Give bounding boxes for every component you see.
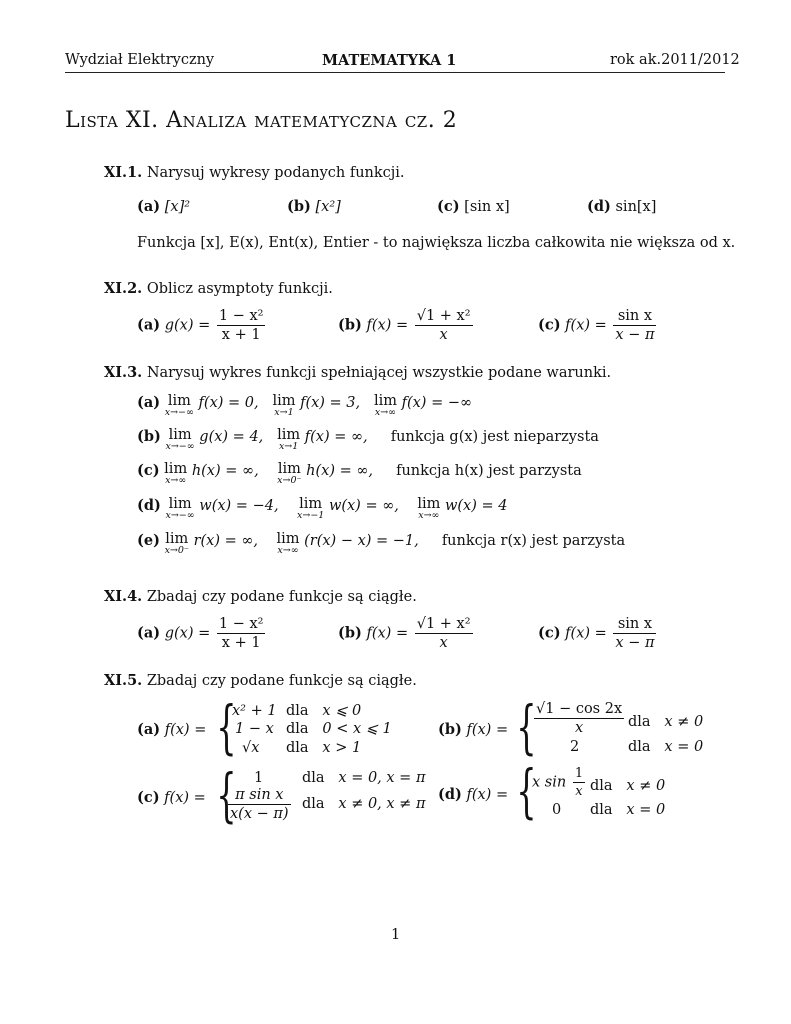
xi3-row-c (137, 462, 582, 486)
section-xi1 (104, 164, 405, 181)
case-dla: dla (286, 721, 309, 737)
fraction-den: x (439, 635, 448, 651)
fraction-num: sin x (613, 616, 656, 634)
case-cond: x ≠ 0, x ≠ π (338, 796, 426, 812)
xi5-item-a-label (137, 721, 206, 738)
case-dla: dla (302, 796, 325, 812)
item-lhs: f(x) = (164, 790, 206, 806)
xi5-c-dla-2 (302, 796, 425, 812)
lim-sub: x→−1 (297, 510, 325, 521)
item-label: (c) (137, 789, 160, 806)
limit (276, 532, 299, 556)
lim-expr: h(x) = ∞, (306, 463, 374, 479)
item-label: (a) (137, 624, 161, 642)
lim-sub: x→∞ (165, 475, 187, 486)
limit (297, 497, 324, 521)
xi5-b-case-1 (532, 701, 626, 736)
fraction (573, 766, 585, 799)
fraction (228, 787, 291, 822)
xi5-item-c-label (137, 789, 206, 806)
xi5-item-d-label (438, 786, 508, 803)
item-expr: [sin x] (464, 199, 510, 215)
xi1-note: Funkcja [x], E(x), Ent(x), Entier - to największa liczba całkowita nie większa od x. (137, 235, 736, 251)
item-label: (b) (287, 198, 311, 215)
lim-word: lim (165, 531, 189, 547)
case-cond: x > 1 (322, 740, 362, 756)
lim-expr: r(x) = ∞, (193, 533, 259, 549)
limit (165, 428, 194, 452)
lim-sub: x→−∞ (165, 441, 195, 452)
lim-word: lim (277, 461, 301, 477)
xi5-b-dla-1 (628, 714, 703, 730)
section-xi2 (104, 280, 333, 297)
fraction-den: x − π (615, 635, 655, 651)
fraction-den: x (439, 327, 448, 343)
row-tail: funkcja r(x) jest parzysta (441, 533, 626, 549)
fraction-den: x (574, 720, 584, 736)
xi5-a-dla-1 (286, 703, 361, 719)
page-title: Lista XI. Analiza matematyczna cz. 2 (65, 108, 458, 133)
lim-word: lim (168, 427, 192, 443)
xi5-d-dla-1 (590, 778, 665, 794)
fraction-num: √1 − cos 2x (536, 701, 623, 717)
section-text: Narysuj wykresy podanych funkcji. (146, 165, 405, 181)
item-expr: [x]² (164, 199, 191, 215)
header-left: Wydział Elektryczny (65, 52, 215, 68)
lim-expr: f(x) = ∞, (304, 429, 368, 445)
lim-expr: h(x) = ∞, (191, 463, 259, 479)
xi3-row-e (137, 532, 625, 556)
fraction-den: x − π (615, 327, 655, 343)
item-label: (d) (438, 786, 462, 803)
case-cond: x ≠ 0 (664, 714, 704, 730)
case-value: x² + 1 (232, 703, 277, 719)
limit (374, 394, 397, 418)
row-tail: funkcja h(x) jest parzysta (396, 463, 582, 479)
lim-sub: x→−∞ (164, 407, 194, 418)
xi5-a-case-3 (242, 740, 259, 756)
lim-expr: w(x) = 4 (444, 498, 508, 514)
item-expr: sin[x] (615, 199, 657, 215)
lim-word: lim (299, 496, 323, 512)
xi1-item-a (137, 198, 190, 215)
item-label: (c) (538, 316, 561, 334)
limit (277, 462, 301, 486)
lim-expr: f(x) = −∞ (401, 395, 473, 411)
fraction-num: √1 + x² (416, 616, 471, 632)
xi1-item-b (287, 198, 341, 215)
xi5-d-case-1 (532, 766, 587, 799)
item-lhs: f(x) = (466, 787, 509, 803)
item-lhs: f(x) = (366, 625, 409, 642)
fraction-num: π sin x (228, 787, 291, 805)
fraction (217, 616, 266, 651)
xi3-row-a (137, 394, 472, 418)
xi3-row-b (137, 428, 599, 452)
xi2-item-a (137, 308, 267, 343)
xi5-c-case-1 (254, 770, 263, 786)
row-label: (b) (137, 428, 161, 445)
xi4-item-a (137, 616, 267, 651)
item-label: (c) (437, 198, 460, 215)
header-center: MATEMATYKA 1 (322, 52, 457, 69)
section-id: XI.3. (104, 364, 143, 381)
case-value: 1 − x (235, 721, 274, 737)
item-label: (b) (338, 624, 362, 642)
section-xi5 (104, 672, 417, 689)
fraction-den: x (575, 784, 583, 799)
case-dla: dla (628, 739, 651, 755)
item-label: (b) (438, 721, 462, 738)
lim-sub: x→1 (278, 441, 299, 452)
item-label: (d) (587, 198, 611, 215)
lim-expr: g(x) = 4, (199, 429, 264, 445)
item-label: (a) (137, 198, 161, 215)
xi5-a-case-2 (235, 721, 274, 737)
fraction (415, 616, 473, 651)
xi1-item-c (437, 198, 510, 215)
item-lhs: g(x) = (164, 625, 211, 642)
lim-word: lim (168, 496, 192, 512)
left-brace: { (516, 693, 537, 761)
case-dla: dla (302, 770, 325, 786)
lim-sub: x→∞ (374, 407, 397, 418)
case-cond: x ⩽ 0 (322, 703, 362, 719)
lim-expr: w(x) = −4, (199, 498, 279, 514)
lim-sub: x→∞ (418, 510, 440, 521)
fraction (613, 308, 656, 343)
limit (165, 394, 194, 418)
lim-word: lim (373, 393, 397, 409)
limit (165, 532, 189, 556)
limit (164, 462, 187, 486)
case-cond: x ≠ 0 (626, 778, 666, 794)
row-label: (a) (137, 394, 161, 411)
section-text: Oblicz asymptoty funkcji. (146, 281, 333, 297)
section-text: Zbadaj czy podane funkcje są ciągłe. (146, 589, 417, 605)
section-id: XI.4. (104, 588, 143, 605)
fraction-num: 1 (574, 766, 584, 781)
row-label: (e) (137, 532, 160, 549)
item-label: (b) (338, 316, 362, 334)
xi5-b-dla-2 (628, 739, 703, 755)
item-label: (a) (137, 316, 161, 334)
limit (272, 394, 295, 418)
case-prefix: x sin (532, 774, 567, 791)
case-value: √x (242, 740, 260, 756)
xi5-d-case-2 (552, 802, 561, 818)
case-dla: dla (628, 714, 651, 730)
item-lhs: f(x) = (565, 625, 607, 642)
item-label: (c) (538, 624, 561, 642)
lim-word: lim (272, 393, 296, 409)
fraction-num: 1 − x² (218, 616, 264, 632)
fraction (415, 308, 473, 343)
section-id: XI.2. (104, 280, 143, 297)
xi2-item-c (538, 308, 658, 343)
fraction-num: √1 + x² (416, 308, 471, 324)
row-tail: funkcja g(x) jest nieparzysta (390, 429, 599, 445)
left-brace: { (216, 761, 237, 829)
limit (277, 428, 300, 452)
row-label: (d) (137, 497, 161, 514)
case-value: 2 (570, 739, 580, 755)
case-cond: x = 0 (664, 739, 704, 755)
left-brace: { (216, 693, 237, 761)
case-value: 0 (552, 802, 562, 818)
page-number: 1 (391, 927, 401, 943)
lim-sub: x→−∞ (165, 510, 195, 521)
item-lhs: g(x) = (164, 317, 211, 334)
xi5-a-dla-3 (286, 740, 361, 756)
lim-word: lim (277, 427, 301, 443)
limit (417, 497, 440, 521)
xi4-item-b (338, 616, 475, 651)
section-id: XI.1. (104, 164, 143, 181)
item-lhs: f(x) = (164, 722, 207, 738)
xi5-item-b-label (438, 721, 508, 738)
xi5-c-case-2 (226, 787, 293, 822)
row-label: (c) (137, 462, 160, 479)
fraction-den: x + 1 (221, 327, 261, 343)
lim-sub: x→0⁻ (277, 475, 302, 486)
lim-sub: x→1 (274, 407, 294, 418)
case-cond: x = 0, x = π (338, 770, 426, 786)
fraction-den: x + 1 (221, 635, 261, 651)
lim-expr: f(x) = 3, (300, 395, 361, 411)
xi5-b-case-2 (570, 739, 579, 755)
lim-word: lim (417, 496, 441, 512)
fraction (613, 616, 656, 651)
lim-sub: x→∞ (277, 545, 299, 556)
xi3-row-d (137, 497, 507, 521)
xi5-c-dla-1 (302, 770, 425, 786)
fraction-num: 1 − x² (218, 308, 264, 324)
xi1-item-d (587, 198, 656, 215)
section-xi4 (104, 588, 417, 605)
item-lhs: f(x) = (466, 722, 509, 738)
lim-expr: (r(x) − x) = −1, (304, 533, 419, 549)
section-xi3 (104, 364, 611, 381)
lim-word: lim (276, 531, 300, 547)
header-rule (65, 72, 725, 73)
lim-expr: w(x) = ∞, (328, 498, 399, 514)
case-dla: dla (286, 703, 309, 719)
header-right: rok ak.2011/2012 (610, 52, 740, 68)
case-cond: 0 < x ⩽ 1 (322, 721, 392, 737)
lim-sub: x→0⁻ (164, 545, 189, 556)
fraction (217, 308, 266, 343)
case-cond: x = 0 (626, 802, 666, 818)
xi4-item-c (538, 616, 658, 651)
xi2-item-b (338, 308, 475, 343)
lim-word: lim (167, 393, 191, 409)
item-lhs: f(x) = (565, 317, 607, 334)
case-dla: dla (590, 778, 613, 794)
case-value: 1 (254, 770, 264, 786)
section-text: Narysuj wykres funkcji spełniającej wszystkie podane warunki. (146, 365, 612, 381)
section-id: XI.5. (104, 672, 143, 689)
case-dla: dla (590, 802, 613, 818)
lim-expr: f(x) = 0, (198, 395, 259, 411)
limit (165, 497, 194, 521)
section-text: Zbadaj czy podane funkcje są ciągłe. (146, 673, 417, 689)
lim-word: lim (164, 461, 188, 477)
case-dla: dla (286, 740, 309, 756)
fraction-den: x(x − π) (230, 806, 289, 822)
item-lhs: f(x) = (366, 317, 409, 334)
fraction (534, 701, 624, 736)
item-expr: [x²] (315, 199, 341, 215)
xi5-a-case-1 (232, 703, 277, 719)
xi5-a-dla-2 (286, 721, 392, 737)
left-brace: { (516, 757, 537, 825)
xi5-d-dla-2 (590, 802, 665, 818)
item-label: (a) (137, 721, 161, 738)
fraction-num: sin x (613, 308, 656, 326)
